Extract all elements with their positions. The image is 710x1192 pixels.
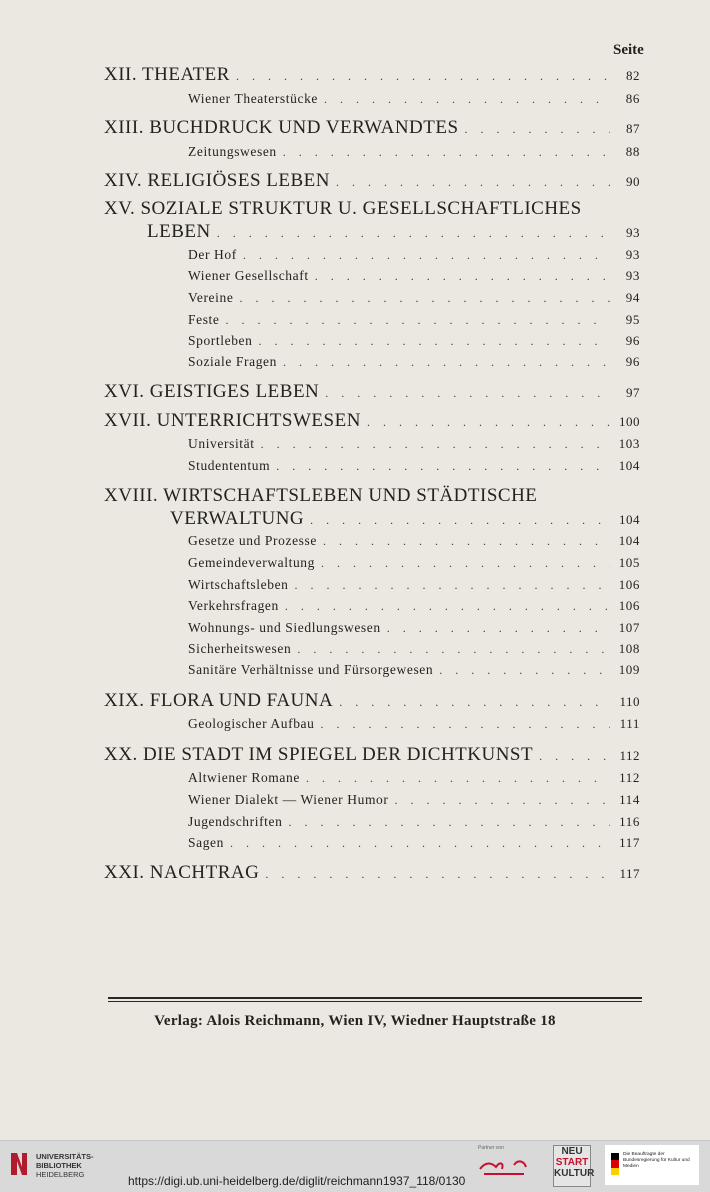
- university-library-logo-icon[interactable]: [8, 1149, 30, 1179]
- leader-dots: [276, 459, 610, 474]
- leader-dots: [315, 269, 610, 284]
- toc-subentry-title: Feste: [188, 312, 220, 327]
- toc-heading-title: XIII. BUCHDRUCK UND VERWANDTES: [104, 117, 459, 138]
- toc-subentry-title: Wiener Dialekt — Wiener Humor: [188, 792, 389, 807]
- bkm-text: Die Beauftragte der Bundesregierung für Kultur und Medien: [623, 1152, 690, 1169]
- toc-subentry: [188, 835, 640, 851]
- toc-heading-title-continued: VERWALTUNG: [170, 508, 305, 529]
- toc-subentry-title: Jugendschriften: [188, 814, 283, 829]
- leader-dots: [259, 334, 611, 349]
- leader-dots: [324, 92, 610, 107]
- toc-page-number: 90: [626, 174, 640, 189]
- toc-subentry-title: Altwiener Romane: [188, 770, 300, 785]
- toc-page-number: 106: [618, 577, 640, 592]
- toc-page-number: 96: [625, 354, 640, 369]
- leader-dots: [243, 248, 610, 263]
- toc-subentry: [188, 641, 640, 657]
- toc-page-number: 112: [619, 748, 640, 763]
- toc-heading-title: XII. THEATER: [104, 64, 230, 85]
- bkm-logo[interactable]: [605, 1145, 699, 1185]
- toc-heading-title: XVII. UNTERRICHTSWESEN: [104, 410, 361, 431]
- toc-subentry: [188, 577, 640, 593]
- toc-heading: [104, 170, 640, 192]
- toc-heading-title: XX. DIE STADT IM SPIEGEL DER DICHTKUNST: [104, 744, 534, 765]
- toc-heading-title: XV. SOZIALE STRUKTUR U. GESELLSCHAFTLICHES: [104, 198, 582, 219]
- toc-subentry-title: Sagen: [188, 835, 224, 850]
- toc-heading-title: XIV. RELIGIÖSES LEBEN: [104, 170, 331, 191]
- toc-subentry-title: Universität: [188, 436, 255, 451]
- leader-dots: [336, 175, 610, 190]
- toc-page-number: 104: [618, 533, 640, 548]
- toc-subentry-title: Vereine: [188, 290, 234, 305]
- viewer-footer-bar: [0, 1140, 710, 1192]
- toc-subentry: [188, 333, 640, 349]
- toc-page-number: 103: [618, 436, 640, 451]
- toc-page-number: 117: [619, 866, 640, 881]
- toc-page-number: 87: [626, 121, 640, 136]
- leader-dots: [339, 695, 610, 710]
- toc-page-number: 116: [619, 814, 640, 829]
- toc-page-number: 88: [625, 144, 640, 159]
- toc-subentry: [188, 662, 640, 678]
- toc-subentry-title: Soziale Fragen: [188, 354, 277, 369]
- library-name-line: BIBLIOTHEK: [36, 1161, 82, 1170]
- toc-page-number: 117: [619, 835, 640, 850]
- leader-dots: [439, 663, 610, 678]
- toc-subentry-title: Geologischer Aufbau: [188, 716, 315, 731]
- toc-heading: [104, 381, 640, 403]
- toc-page-number: 97: [626, 385, 640, 400]
- neustart-kultur-logo[interactable]: [553, 1145, 595, 1187]
- toc-subentry: [188, 814, 640, 830]
- toc-page-number: 104: [619, 512, 640, 527]
- leader-dots: [395, 793, 610, 808]
- leader-dots: [230, 836, 610, 851]
- toc-subentry: [188, 620, 640, 636]
- toc-subentry-title: Wiener Theaterstücke: [188, 91, 319, 106]
- leader-dots: [295, 578, 610, 593]
- leader-dots: [306, 771, 610, 786]
- publisher-imprint: Verlag: Alois Reichmann, Wien IV, Wiedner Hauptstraße 18: [154, 1013, 556, 1029]
- toc-page-number: 96: [625, 333, 640, 348]
- leader-dots: [283, 355, 610, 370]
- neustart-line: START: [555, 1157, 589, 1168]
- toc-subentry-title: Sanitäre Verhältnisse und Fürsorgewesen: [188, 662, 434, 677]
- toc-heading: [170, 508, 640, 530]
- leader-dots: [310, 513, 610, 528]
- toc-subentry: [188, 716, 640, 732]
- leader-dots: [367, 415, 610, 430]
- toc-subentry: [188, 144, 640, 160]
- toc-page-number: 106: [618, 598, 640, 613]
- toc-subentry-title: Der Hof: [188, 247, 237, 262]
- toc-subentry-title: Wiener Gesellschaft: [188, 268, 309, 283]
- partner-logo-icon[interactable]: [474, 1151, 544, 1181]
- permalink-url[interactable]: https://digi.ub.uni-heidelberg.de/diglit/reichmann1937_118/0130: [128, 1174, 466, 1188]
- toc-heading-title: XVIII. WIRTSCHAFTSLEBEN UND STÄDTISCHE: [104, 485, 538, 506]
- toc-subentry-title: Wirtschaftsleben: [188, 577, 289, 592]
- leader-dots: [321, 556, 610, 571]
- toc-subentry: [188, 247, 640, 263]
- toc-page-number: 110: [619, 694, 640, 709]
- toc-page-number: 95: [625, 312, 640, 327]
- footer-rule-thin: [108, 1001, 642, 1002]
- leader-dots: [465, 122, 610, 137]
- toc-heading: [147, 221, 640, 243]
- toc-heading: [104, 410, 640, 432]
- toc-page-number: 100: [619, 414, 640, 429]
- toc-subentry: [188, 458, 640, 474]
- toc-heading-title-continued: LEBEN: [147, 221, 211, 242]
- toc-page-number: 104: [618, 458, 640, 473]
- toc-heading: [104, 64, 640, 86]
- library-name-line: UNIVERSITÄTS-: [36, 1152, 94, 1161]
- toc-subentry-title: Gesetze und Prozesse: [188, 533, 317, 548]
- toc-page-number: 107: [618, 620, 640, 635]
- leader-dots: [323, 534, 610, 549]
- toc-subentry-title: Sportleben: [188, 333, 253, 348]
- toc-heading: [104, 690, 640, 712]
- toc-heading: [104, 117, 640, 139]
- toc-heading-title: XIX. FLORA UND FAUNA: [104, 690, 334, 711]
- leader-dots: [539, 749, 610, 764]
- toc-heading: [104, 744, 640, 766]
- leader-dots: [325, 386, 610, 401]
- leader-dots: [321, 717, 611, 732]
- toc-subentry: [188, 792, 640, 808]
- toc-page-number: 82: [626, 68, 640, 83]
- toc-subentry: [188, 770, 640, 786]
- leader-dots: [239, 291, 610, 306]
- toc-page-number: 114: [619, 792, 640, 807]
- leader-dots: [297, 642, 610, 657]
- toc-page-number: 93: [625, 247, 640, 262]
- toc-heading-title: XVI. GEISTIGES LEBEN: [104, 381, 320, 402]
- leader-dots: [261, 437, 610, 452]
- toc-subentry: [188, 268, 640, 284]
- toc-subentry-title: Wohnungs- und Siedlungswesen: [188, 620, 381, 635]
- toc-heading-title: XXI. NACHTRAG: [104, 862, 260, 883]
- toc-subentry-title: Gemeindeverwaltung: [188, 555, 316, 570]
- toc-subentry: [188, 354, 640, 370]
- library-name-line: HEIDELBERG: [36, 1170, 85, 1179]
- toc-subentry: [188, 555, 640, 571]
- page-column-label: Seite: [613, 42, 644, 58]
- toc-subentry-title: Verkehrsfragen: [188, 598, 279, 613]
- leader-dots: [226, 313, 611, 328]
- toc-page-number: 94: [625, 290, 640, 305]
- toc-subentry-title: Zeitungswesen: [188, 144, 277, 159]
- toc-page-number: 111: [619, 716, 640, 731]
- toc-subentry: [188, 436, 640, 452]
- toc-page-number: 93: [625, 268, 640, 283]
- toc-page-number: 108: [618, 641, 640, 656]
- toc-subentry: [188, 312, 640, 328]
- toc-subentry: [188, 91, 640, 107]
- leader-dots: [285, 599, 610, 614]
- toc-subentry: [188, 290, 640, 306]
- toc-page-number: 109: [618, 662, 640, 677]
- leader-dots: [387, 621, 610, 636]
- leader-dots: [283, 145, 610, 160]
- toc-subentry-title: Sicherheitswesen: [188, 641, 292, 656]
- leader-dots: [217, 226, 610, 241]
- toc-page-number: 105: [618, 555, 640, 570]
- toc-subentry: [188, 598, 640, 614]
- partner-label: Partner von: [478, 1145, 504, 1151]
- neustart-line: NEU: [561, 1146, 583, 1157]
- footer-rule-thick: [108, 997, 642, 999]
- toc-page-number: 86: [625, 91, 640, 106]
- toc-heading: [104, 862, 640, 884]
- toc-page-number: 93: [626, 225, 640, 240]
- toc-subentry: [188, 533, 640, 549]
- toc-subentry-title: Studententum: [188, 458, 271, 473]
- leader-dots: [288, 815, 610, 830]
- toc-page-number: 112: [619, 770, 640, 785]
- german-flag-icon: [611, 1153, 619, 1175]
- leader-dots: [265, 867, 610, 882]
- leader-dots: [236, 69, 610, 84]
- library-name[interactable]: [36, 1152, 94, 1179]
- neustart-line: KULTUR: [554, 1168, 595, 1179]
